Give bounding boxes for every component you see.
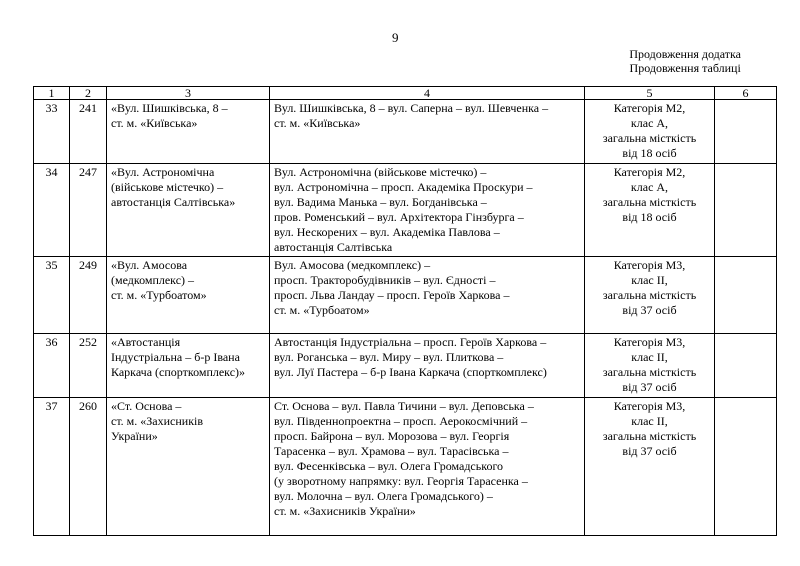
- note-cell: [715, 257, 777, 334]
- vehicle-category: Категорія М2, клас А, загальна місткість від 18 осіб: [585, 100, 715, 164]
- vehicle-category: Категорія М3, клас ІІ, загальна місткість від 37 осіб: [585, 398, 715, 536]
- row-number: 33: [34, 100, 70, 164]
- route-number: 241: [70, 100, 107, 164]
- continuation-appendix: Продовження додатка: [629, 47, 741, 61]
- table-row: [34, 398, 777, 536]
- route-path: Вул. Астрономічна (військове містечко) – вул. Астрономічна – просп. Академіка Проскури – вул. Вадима Манька – вул. Богданівська – пров. Роменський – вул. Архітектора Гінзбурга – вул. Нескорених – вул. Академіка Павлова – автостанція Салтівська: [270, 164, 585, 257]
- route-path: Автостанція Індустріальна – просп. Героїв Харкова – вул. Роганська – вул. Миру – вул. Плиткова – вул. Луї Пастера – б-р Івана Каркача (спорткомплекс): [270, 334, 585, 398]
- route-name: «Вул. Амосова (медкомплекс) – ст. м. «Турбоатом»: [107, 257, 270, 334]
- note-cell: [715, 100, 777, 164]
- route-number: 260: [70, 398, 107, 536]
- route-name: «Автостанція Індустріальна – б-р Івана Каркача (спорткомплекс)»: [107, 334, 270, 398]
- route-number: 249: [70, 257, 107, 334]
- header-cell: 1: [34, 87, 70, 100]
- row-number: 35: [34, 257, 70, 334]
- note-cell: [715, 334, 777, 398]
- route-number: 247: [70, 164, 107, 257]
- page-number: 9: [392, 30, 399, 45]
- route-path: Вул. Амосова (медкомплекс) – просп. Тракторобудівників – вул. Єдності – просп. Льва Ландау – просп. Героїв Харкова – ст. м. «Турбоатом»: [270, 257, 585, 334]
- table-row: [34, 334, 777, 398]
- table-row: [34, 164, 777, 257]
- vehicle-category: Категорія М3, клас ІІ, загальна місткість від 37 осіб: [585, 257, 715, 334]
- table-row: [34, 100, 777, 164]
- route-name: «Вул. Астрономічна (військове містечко) – автостанція Салтівська»: [107, 164, 270, 257]
- table-row: [34, 257, 777, 334]
- route-path: Вул. Шишківська, 8 – вул. Саперна – вул. Шевченка – ст. м. «Київська»: [270, 100, 585, 164]
- route-name: «Вул. Шишківська, 8 – ст. м. «Київська»: [107, 100, 270, 164]
- vehicle-category: Категорія М3, клас ІІ, загальна місткість від 37 осіб: [585, 334, 715, 398]
- header-cell: 4: [270, 87, 585, 100]
- route-path: Ст. Основа – вул. Павла Тичини – вул. Деповська – вул. Південнопроектна – просп. Аерокосмічний – просп. Байрона – вул. Морозова – вул. Георгія Тарасенка – вул. Храмова – вул. Тарасівська – вул. Фесенківська – вул. Олега Громадського (у зворотному напрямку: вул. Георгія Тарасенка – вул. Молочна – вул. Олега Громадського) – ст. м. «Захисників України»: [270, 398, 585, 536]
- header-cell: 3: [107, 87, 270, 100]
- header-cell: 5: [585, 87, 715, 100]
- header-cell: 2: [70, 87, 107, 100]
- note-cell: [715, 398, 777, 536]
- route-number: 252: [70, 334, 107, 398]
- row-number: 37: [34, 398, 70, 536]
- header-cell: 6: [715, 87, 777, 100]
- route-name: «Ст. Основа – ст. м. «Захисників України»: [107, 398, 270, 536]
- row-number: 36: [34, 334, 70, 398]
- vehicle-category: Категорія М2, клас А, загальна місткість від 18 осіб: [585, 164, 715, 257]
- note-cell: [715, 164, 777, 257]
- continuation-note: [629, 47, 741, 75]
- continuation-table: Продовження таблиці: [629, 61, 741, 75]
- header-row: [34, 87, 777, 100]
- row-number: 34: [34, 164, 70, 257]
- routes-table: [33, 86, 777, 536]
